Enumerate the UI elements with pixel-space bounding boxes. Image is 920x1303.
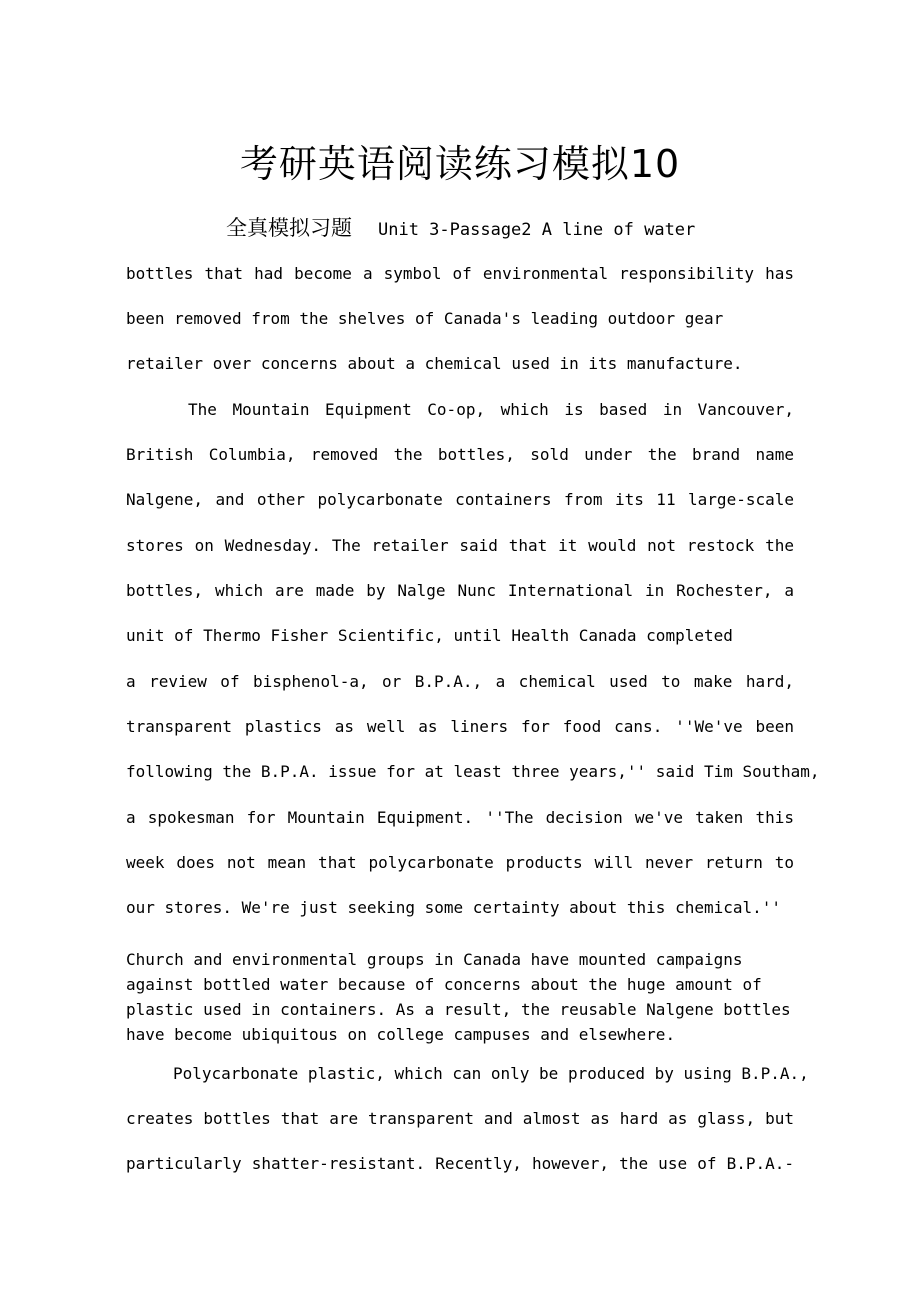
text-line: The Mountain Equipment Co-op, which is based in Vancouver, [188, 400, 794, 419]
text-line: Nalgene, and other polycarbonate containers from its 11 large-scale [126, 490, 794, 509]
document-title: 考研英语阅读练习模拟10 [239, 142, 681, 186]
text-line: British Columbia, removed the bottles, sold under the brand name [126, 445, 794, 464]
text-line: plastic used in containers. As a result, the reusable Nalgene bottles [126, 1000, 791, 1019]
text-line: unit of Thermo Fisher Scientific, until Health Canada completed [126, 626, 733, 645]
text-line: have become ubiquitous on college campuses and elsewhere. [126, 1025, 676, 1044]
text-line: Polycarbonate plastic, which can only be produced by using B.P.A., [173, 1064, 809, 1083]
text-line: following the B.P.A. issue for at least three years,'' said Tim Southam, [126, 762, 820, 781]
text-line: week does not mean that polycarbonate products will never return to [126, 853, 794, 872]
text-line: creates bottles that are transparent and almost as hard as glass, but [126, 1109, 794, 1128]
text-line: been removed from the shelves of Canada's leading outdoor gear [126, 309, 724, 328]
subtitle-english: Unit 3-Passage2 A line of water [378, 220, 696, 240]
text-line: Church and environmental groups in Canada have mounted campaigns [126, 950, 743, 969]
subtitle-line [226, 213, 695, 245]
text-line: particularly shatter-resistant. Recently, however, the use of B.P.A.- [126, 1154, 794, 1173]
text-line: a review of bisphenol-a, or B.P.A., a chemical used to make hard, [126, 672, 794, 691]
text-line: a spokesman for Mountain Equipment. ''The decision we've taken this [126, 808, 794, 827]
subtitle-chinese: 全真模拟习题 [226, 216, 352, 240]
text-line: bottles that had become a symbol of environmental responsibility has [126, 264, 794, 283]
text-line: stores on Wednesday. The retailer said that it would not restock the [126, 536, 794, 555]
text-line: retailer over concerns about a chemical used in its manufacture. [126, 354, 743, 373]
text-line: bottles, which are made by Nalge Nunc International in Rochester, a [126, 581, 794, 600]
text-line: our stores. We're just seeking some certainty about this chemical.'' [126, 898, 782, 917]
text-line: transparent plastics as well as liners for food cans. ''We've been [126, 717, 794, 736]
text-line: against bottled water because of concerns about the huge amount of [126, 975, 762, 994]
